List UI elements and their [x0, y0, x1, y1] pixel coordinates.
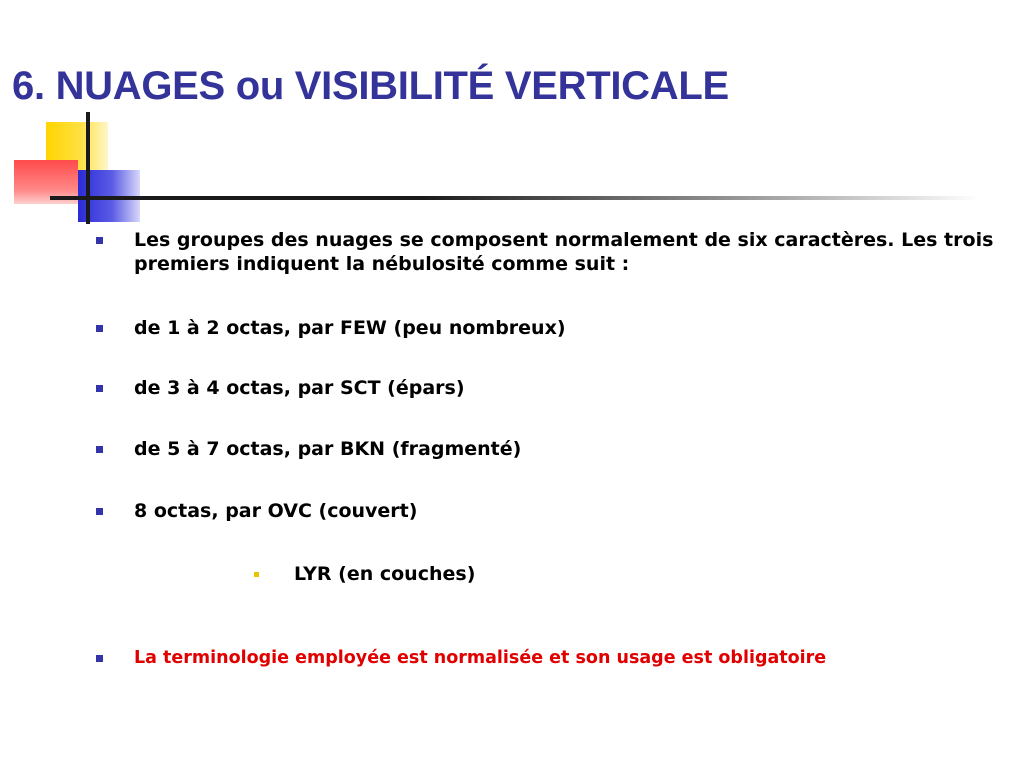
horizontal-divider-line: [50, 196, 980, 200]
slide-title: 6. NUAGES ou VISIBILITÉ VERTICALE: [12, 64, 729, 108]
bullet-text: 8 octas, par OVC (couvert): [134, 500, 418, 522]
bullet-item: [96, 376, 1006, 400]
square-bullet-icon: [96, 385, 103, 392]
square-bullet-icon: [96, 655, 103, 662]
square-bullet-icon: [96, 325, 103, 332]
bullet-item: [96, 437, 1006, 461]
vertical-divider-line: [86, 112, 90, 224]
bullet-text: de 5 à 7 octas, par BKN (fragmenté): [134, 438, 522, 460]
sub-bullet-item: [96, 562, 1006, 586]
small-square-bullet-icon: [254, 572, 259, 577]
bullet-item: [96, 499, 1006, 523]
bullet-text: Les groupes des nuages se composent normalement de six caractères. Les trois premiers indiquent la nébulosité comme suit :: [134, 229, 994, 275]
bullet-text: LYR (en couches): [294, 563, 476, 585]
bullet-item: [96, 316, 1006, 340]
bullet-item-highlight: [96, 646, 1006, 670]
bullet-item: [96, 228, 1006, 276]
bullet-text: La terminologie employée est normalisée et son usage est obligatoire: [134, 648, 827, 668]
square-bullet-icon: [96, 237, 103, 244]
bullet-text: de 3 à 4 octas, par SCT (épars): [134, 377, 465, 399]
square-bullet-icon: [96, 446, 103, 453]
bullet-text: de 1 à 2 octas, par FEW (peu nombreux): [134, 317, 566, 339]
square-bullet-icon: [96, 508, 103, 515]
